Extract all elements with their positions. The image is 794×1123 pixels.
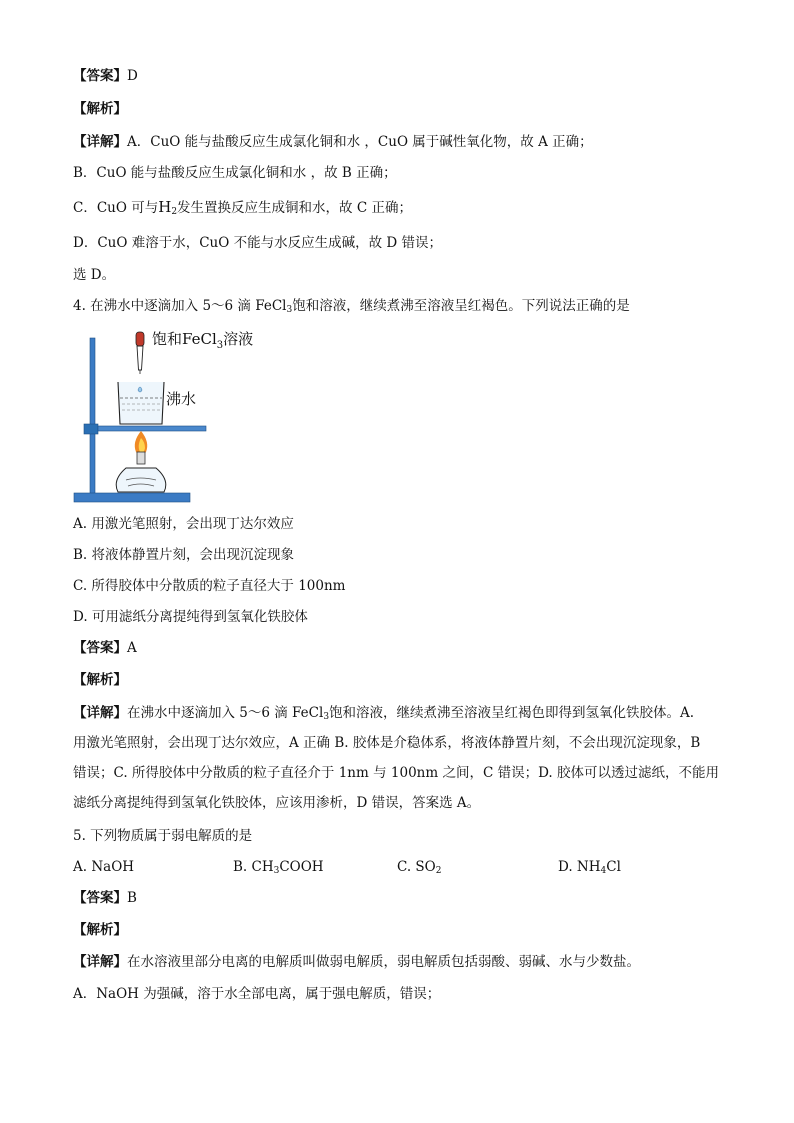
q4-detail-l1-pre: 在沸水中逐滴加入 5～6 滴 FeCl xyxy=(127,705,324,721)
explanation-c xyxy=(73,197,412,222)
flame-icon xyxy=(135,431,147,455)
conclusion: 选 D。 xyxy=(73,267,116,283)
detail-text: 在水溶液里部分电离的电解质叫做弱电解质，弱电解质包括弱酸、弱碱、水与少数盐。 xyxy=(127,954,640,970)
question-5-stem: 5. 下列物质属于弱电解质的是 xyxy=(73,828,253,844)
hydrogen-subscript: 2 xyxy=(171,207,178,217)
q5-option-d xyxy=(558,857,621,881)
q4-detail-line-2: 用激光笔照射，会出现丁达尔效应，A 正确 B. 胶体是介稳体系，将液体静置片刻，不会出现沉淀现象，B xyxy=(73,735,701,751)
q4-detail-l1-sub: 3 xyxy=(323,712,330,722)
fig-label-fecl3: 饱和FeCl$_3$溶液 xyxy=(152,330,254,351)
q4-option-b: B. 将液体静置片刻，会出现沉淀现象 xyxy=(73,547,295,563)
q4-detail-l1-post: 饱和溶液，继续煮沸至溶液呈红褐色即得到氢氧化铁胶体。A. xyxy=(329,705,695,721)
detail-text: A．CuO 能与盐酸反应生成氯化铜和水 ，CuO 属于碱性氧化物，故 A 正确； xyxy=(127,134,593,150)
q5-opt-d-sub: 4 xyxy=(600,866,607,876)
q5-option-b xyxy=(233,857,324,881)
q5-opt-c-pre: C. SO xyxy=(397,859,436,875)
answer-value: B xyxy=(127,890,137,906)
explanation-c-pre: C．CuO 可与 xyxy=(73,200,159,216)
q4-detail-line-3: 错误；C. 所得胶体中分散质的粒子直径介于 1nm 与 100nm 之间，C 错误；D. 胶体可以透过滤纸，不能用 xyxy=(73,765,719,781)
answer-tag: 【答案】 xyxy=(73,640,127,656)
analysis-tag: 【解析】 xyxy=(73,101,127,117)
q4-option-d: D. 可用滤纸分离提纯得到氢氧化铁胶体 xyxy=(73,609,308,625)
q5-opt-b-sub: 3 xyxy=(273,866,280,876)
q5-opt-d-pre: D. NH xyxy=(558,859,601,875)
q5-detail-line xyxy=(73,952,640,972)
q5-explanation-a: A．NaOH 为强碱，溶于水全部电离，属于强电解质，错误； xyxy=(73,986,441,1002)
q5-option-c xyxy=(397,857,441,881)
answer-tag: 【答案】 xyxy=(73,890,127,906)
alcohol-lamp-icon xyxy=(116,452,166,492)
q5-opt-d-post: Cl xyxy=(606,859,621,875)
q4-answer-line xyxy=(73,638,137,658)
q5-opt-b-post: COOH xyxy=(279,859,324,875)
q5-opt-c-sub: 2 xyxy=(435,866,442,876)
q5-option-a: A. NaOH xyxy=(73,859,135,875)
q5-analysis-tag: 【解析】 xyxy=(73,922,127,938)
q4-detail-line-1 xyxy=(73,703,694,727)
explanation-d: D．CuO 难溶于水，CuO 不能与水反应生成碱，故 D 错误； xyxy=(73,235,442,251)
q4-stem-sub: 3 xyxy=(286,305,293,315)
detail-line xyxy=(73,132,593,152)
q5-opt-b-pre: B. CH xyxy=(233,859,274,875)
answer-tag: 【答案】 xyxy=(73,68,127,84)
answer-line xyxy=(73,66,138,86)
q4-stem-post: 饱和溶液，继续煮沸至溶液呈红褐色。下列说法正确的是 xyxy=(292,298,630,314)
q4-option-a: A. 用激光笔照射，会出现丁达尔效应 xyxy=(73,516,294,532)
hydrogen-symbol: H xyxy=(158,198,172,216)
answer-value: A xyxy=(127,640,137,656)
experiment-apparatus-figure xyxy=(70,330,254,510)
detail-tag: 【详解】 xyxy=(73,134,127,150)
question-4-stem xyxy=(73,296,630,320)
q5-answer-line xyxy=(73,888,137,908)
q4-option-c: C. 所得胶体中分散质的粒子直径大于 100nm xyxy=(73,578,346,594)
detail-tag: 【详解】 xyxy=(73,954,127,970)
q4-analysis-tag: 【解析】 xyxy=(73,672,127,688)
dropper-icon xyxy=(136,332,144,374)
beaker-icon xyxy=(118,382,164,424)
fig-label-boiling-water: 沸水 xyxy=(166,390,197,408)
answer-value: D xyxy=(127,68,138,84)
explanation-b: B．CuO 能与盐酸反应生成氯化铜和水 ，故 B 正确； xyxy=(73,165,397,181)
explanation-c-post: 发生置换反应生成铜和水，故 C 正确； xyxy=(177,200,412,216)
detail-tag: 【详解】 xyxy=(73,705,127,721)
q4-detail-line-4: 滤纸分离提纯得到氢氧化铁胶体，应该用渗析，D 错误，答案选 A。 xyxy=(73,795,481,811)
q4-stem-pre: 4. 在沸水中逐滴加入 5～6 滴 FeCl xyxy=(73,298,287,314)
